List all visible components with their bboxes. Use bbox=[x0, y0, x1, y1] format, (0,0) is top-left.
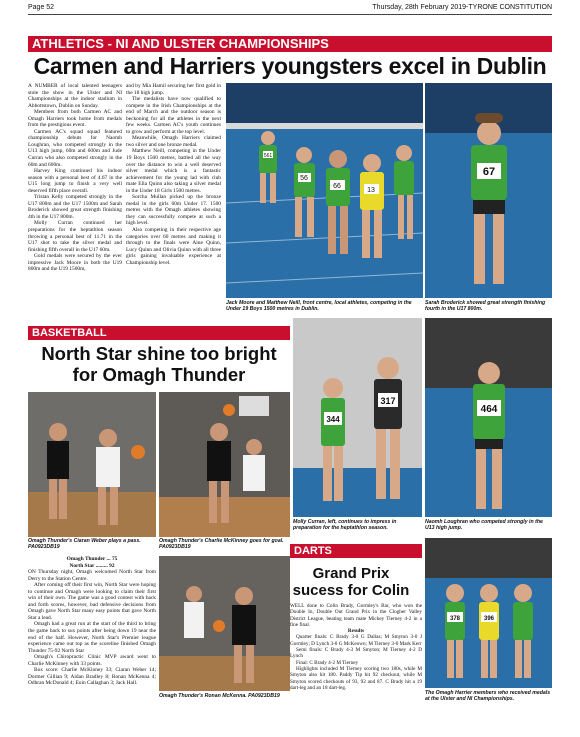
athletics-race-photo bbox=[226, 83, 423, 298]
paragraph: Tristan Kelly competed strongly in the U17 800m and the U17 1500m and Sarah Broderick showed great strength finishing 4th in the U17 800m. bbox=[28, 194, 122, 220]
paragraph: WELL done to Colin Brady, Gormley's Bar, who won the Double In, Double Out Grand Prix in the Clogher Valley District League, beating team mate Mickey Tierney 4-2 in a fine final. bbox=[290, 603, 422, 628]
paragraph: and by Mia Hamil securing her first gold in the 18 high jump. bbox=[126, 83, 221, 96]
basketball-body bbox=[28, 556, 156, 706]
bib-number: 378 bbox=[449, 616, 461, 622]
basketball-weber-caption: Omagh Thunder's Ciaran Weber plays a pass. PA0923DB19 bbox=[28, 538, 141, 551]
paragraph: The medalists have now qualified to compete in the Irish Championships at the end of March and the outdoor season is beckoning for all the athletes in the next few weeks. Carmen AC's youth continues to grow and perform at the top level. bbox=[126, 96, 221, 135]
paragraph: Molly Curran continued her preparations for the heptathlon season throwing a personal best of 11.71 in the U17 shot to take the silver medal and finishing fifth overall in the U17 60m. bbox=[28, 220, 122, 253]
sarah-broderick-photo bbox=[425, 83, 552, 298]
bib-number: 13 bbox=[367, 187, 375, 194]
score-line: Omagh Thunder ... 75 bbox=[66, 556, 118, 562]
paragraph: Omagh had a great run at the start of the third to bring the game back to sux points after being down 19 near the end of the half. However, North Star's Premier league experience came out top as the scoreline finished Omagh Thunder 75-92 North Star bbox=[28, 621, 156, 654]
bib-number: 66 bbox=[333, 183, 341, 190]
basketball-headline: North Star shine too bright for Omagh Thunder bbox=[41, 343, 277, 385]
athletics-race-caption: Jack Moore and Matthew Neill, front centre, local athletes, competing in the Under 19 Boys 1500 metres in Dublin. bbox=[226, 300, 412, 313]
paragraph: Also competing in their respective age categories over 60 metres and making it through to the finals were Aine Quinn, Lucy Quinn and Olivia Quinn with all three girls gaining invaluable experience at Championship level. bbox=[126, 227, 221, 266]
result-line: Highlights included M Tierney scoring two 180s, while M Smyton also hit 180. Paddy Tip hit 92 checkout, while M Smyton scored checkouts of 93, 92 and 87. C Brady hit a 19 dart-leg and an 18 dart-leg. bbox=[290, 665, 422, 691]
basketball-mckenna-photo bbox=[159, 556, 290, 691]
paragraph: Carmen AC's squad squad featured championship debuts for Naomh Loughran, who competed strongly in the U13 high jump, 60m and 600m and Jude Curran who also competed strongly in the 60m and 600m. bbox=[28, 128, 122, 168]
basketball-mckinney-caption: Omagh Thunder's Charlie McKinney goes for goal. PA0923DB19 bbox=[159, 538, 284, 551]
paragraph: Gold medals were secured by the ever impressive Jack Moore in both the U19 800m and the U19 1500m, bbox=[28, 253, 122, 273]
paragraph: Meanwhile, Omagh Harriers claimed two silver and one bronze medal. bbox=[126, 135, 221, 148]
sarah-broderick-caption: Sarah Broderick showed great strength finishing fourth in the U17 800m. bbox=[425, 300, 546, 313]
section-bar-athletics: ATHLETICS - NI AND ULSTER CHAMPIONSHIPS bbox=[28, 36, 552, 52]
darts-headline: Grand Prix sucess for Colin bbox=[292, 565, 410, 599]
bib-number: 396 bbox=[483, 616, 495, 622]
result-line: Semi finals: C Brady 4-3 M Smyton; M Tierney 4-2 D Lynch bbox=[290, 647, 422, 660]
result-line: Quarter finals: C Brady 3-0 G Dallas; M Smyton 3-0 J Gormley; D Lynch 3-0 G McKeown; M Tierney 3-0 Mark Kerr bbox=[290, 634, 422, 647]
bib-number: 56 bbox=[300, 175, 308, 182]
header-rule bbox=[28, 14, 552, 15]
bib-number: 464 bbox=[480, 404, 498, 415]
results-title: Results bbox=[347, 628, 365, 635]
darts-body bbox=[290, 603, 422, 706]
omagh-harriers-caption: The Omagh Harrier members who received medals at the Ulster and NI Championships. bbox=[425, 690, 551, 703]
naomh-loughran-photo bbox=[425, 318, 552, 517]
result-line: Final: C Brady 4-2 M Tierney bbox=[296, 659, 359, 666]
dateline: Thursday, 28th February 2019-TYRONE CONSTITUTION bbox=[372, 4, 552, 11]
paragraph: Sorcha Mullan picked up the bronze medal in the girls 60m Under 17. 1500 metres with the Omagh athletes showing they can successfully compete at such a high level. bbox=[126, 194, 221, 227]
paragraph: Box score: Charlie McKinney 33; Ciaran Weber 14; Dormer Gillian 9; Aidan Bradley 8; Ronan McKenna 4; Odhran McDonald 4; Eoin Callaghan 3; Jack Hall. bbox=[28, 667, 156, 687]
score-line: North Star ......... 92 bbox=[69, 562, 115, 569]
paragraph: Matthew Neill, competing in the Under 19 Boys 1500 metres, battled all the way over the distance to win a well deserved silver medal which is a fantastic achievement for the young lad with club mate Ella Quinn also taking a silver medal in the Under 18 Girls 1500 metres. bbox=[126, 148, 221, 194]
paragraph: Harvey King continued his indoor season with a personal best of 4.67 in the U15 long jump to finish a very well deserved fifth place overall. bbox=[28, 168, 122, 194]
athletics-column-1 bbox=[28, 83, 122, 315]
basketball-mckinney-photo bbox=[159, 392, 290, 537]
paragraph: Omagh's Chiropractic Clinic MVP award went to Charlie McKinney with 33 points. bbox=[28, 654, 156, 667]
basketball-weber-photo bbox=[28, 392, 156, 537]
molly-curran-caption: Molly Curran, left, continues to impress in preparation for the heptathlon season. bbox=[293, 519, 397, 532]
omagh-harriers-photo bbox=[425, 538, 552, 688]
bib-number: 561 bbox=[263, 153, 273, 159]
page-number: Page 52 bbox=[28, 4, 55, 11]
naomh-loughran-caption: Naomh Loughran who competed strongly in the U13 high jump. bbox=[425, 519, 543, 532]
bib-number: 344 bbox=[326, 415, 340, 424]
bib-number: 67 bbox=[482, 166, 496, 178]
section-bar-basketball: BASKETBALL bbox=[28, 326, 290, 340]
athletics-headline: Carmen and Harriers youngsters excel in Dublin bbox=[33, 53, 547, 79]
bib-number: 317 bbox=[380, 396, 396, 406]
paragraph: Members from both Carmen AC and Omagh Harriers took home from medals from the prestigious event. bbox=[28, 109, 122, 129]
section-bar-darts: DARTS bbox=[290, 544, 422, 558]
paragraph: A NUMBER of local talented teenagers stole the show in the Ulster and NI Championships at the indoor stadium in Abbottstown, Dublin on Sunday. bbox=[28, 83, 122, 109]
paragraph: ON Thursday night, Omagh welcomed North Star from Derry to the Station Centre. bbox=[28, 569, 156, 582]
molly-curran-photo bbox=[293, 318, 422, 517]
athletics-column-2 bbox=[126, 83, 221, 315]
basketball-mckenna-caption: Omagh Thunder's Ronan McKenna. PA0923DB19 bbox=[159, 693, 280, 699]
paragraph: After coming off their first win, North Star were hoping to continue and Omagh were looking to claim their first win of their own. The game was a good contest with back and forth scores, however, bad defensive decisions from Omagh gave North Star many easy points that gave North Star a lead. bbox=[28, 582, 156, 621]
